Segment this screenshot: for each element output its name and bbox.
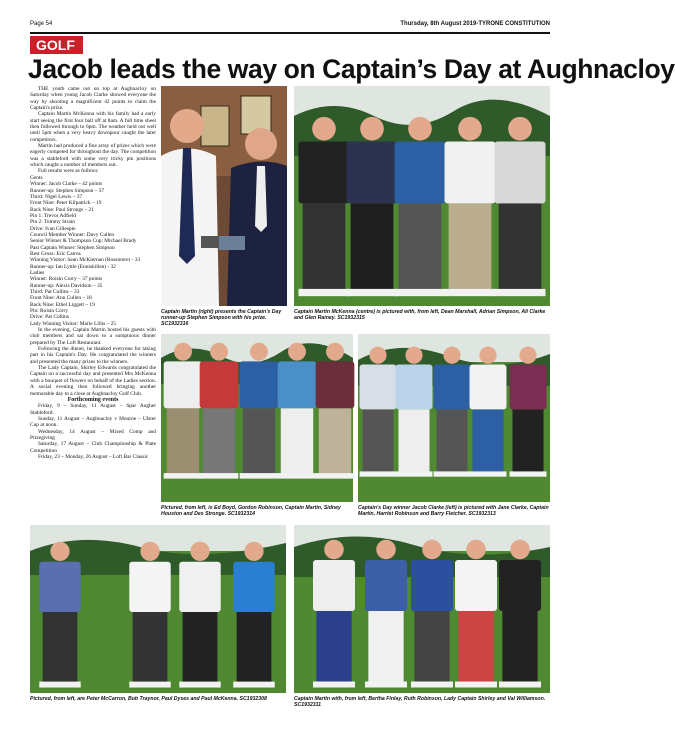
header-rule [30,32,550,34]
person-figure [278,343,317,479]
article-paragraph: Friday, 9 – Sunday, 11 August – Spar Augher Stableford. [30,403,156,416]
article-paragraph: Front Nine: Ann Cullen – 18 [30,295,92,302]
caption-group-ladies: Captain Martin with, from left, Bertha Finlay, Ruth Robinson, Lady Captain Shirley and Val Williamson. SC1932311 [294,696,546,708]
article-paragraph: Martin had produced a fine array of prizes which were eagerly competed for throughout the day. The competition was a stableford with some very tricky pin positions which caught a number of members out. [30,143,156,169]
article-paragraph: Friday, 23 – Monday, 26 August – Loft Bar Classic [38,453,149,460]
article-paragraph: Best Gross: Eric Cairns [30,250,81,257]
article-paragraph: Ladies [30,269,45,276]
article-paragraph: Back Nine: Ethel Liggett – 19 [30,301,95,308]
article-paragraph: Wednesday, 14 August – Mixed Comp and Prizegiving [30,428,156,441]
photo-presentation [161,86,287,306]
caption-group-jacob-clarke: Captain's Day winner Jacob Clarke (left) is pictured with Jane Clarke, Captain Martin, Harriet Robinson and Barry Fletcher. SC1932313 [358,505,549,517]
caption-group-five-men: Captain Martin McKenna (centre) is pictured with, from left, Dean Marshall, Adrian Simpson, Ali Clarke and Glen Rainey. SC1932315 [294,309,546,321]
article-paragraph: THE youth came out on top at Aughnacloy on Saturday when young Jacob Clarke showed everyone the way by shooting a magnificent 42 points to claim the Captain's prize. [30,86,156,112]
article-paragraph: Past Captain Winner: Stephen Simpson [30,244,115,251]
person-figure [179,542,220,688]
caption-presentation: Captain Martin (right) presents the Captain's Day runner-up Stephen Simpson with his prize. SC1932316 [161,309,282,327]
article-paragraph: Lady Winning Visitor: Marie Lillis – 25 [30,320,117,327]
article-paragraph: Winner: Roisin Corry – 37 points [30,276,103,283]
person-figure [411,540,453,688]
person-figure [510,347,547,477]
article-paragraph: The Lady Captain, Shirley Edwards congratulated the Captain on a successful day and presented Mrs McKenna with a bouquet of flowers on behalf of the Ladies section. A social evening then followed bringing another memorable day to a close at Aughnacloy Golf Club. [30,365,156,397]
person-figure [164,343,203,479]
article-paragraph: Forthcoming events [67,396,119,403]
article-paragraph: Pin 2: Tommy Strain [30,219,75,226]
person-figure [313,540,355,688]
photo-group-ed-boyd [161,334,353,502]
person-figure [499,540,541,688]
photo-group-jacob-clarke [358,334,550,502]
article-paragraph: Pin 1: Trevor Adfield [30,212,76,219]
article-body [30,86,156,460]
article-paragraph: Full results were as follows: [38,168,99,175]
person-figure [240,343,279,479]
article-paragraph: Gents [30,174,43,181]
headline: Jacob leads the way on Captain’s Day at Aughnacloy [28,54,675,84]
person-figure [495,117,546,296]
caption-group-four-men-trolleys: Pictured, from left, are Peter McCarron, Bob Traynor, Paul Dyses and Paul McKenna. SC1932308 [30,696,267,702]
paper-date: Thursday, 8th August 2019-TYRONE CONSTITUTION [400,21,550,27]
article-paragraph: Winning Visitor: Sean McKiernan (Rossmore) - 33 [30,257,141,264]
caption-group-ed-boyd: Pictured, from left, is Ed Boyd, Gordon Robinson, Captain Martin, Sidney Houston and Des Stronge. SC1932314 [161,505,341,517]
person-figure [434,347,471,477]
article-paragraph: Third: Nigel Lewis – 37 [30,193,83,200]
page-number: Page 54 [30,21,53,27]
article-paragraph: In the evening, Captain Martin hosted his guests with club members and sat down to a sumptuous dinner prepared by The Loft Restaurant. [30,327,156,346]
photo-group-ladies [294,525,550,693]
article-paragraph: Following the dinner, he thanked everyone for taking part in his Captain's Day. He congratulated the winners and presented the many prizes to the winners. [30,346,156,365]
article-paragraph: Senior Winner & Thompson Cup: Michael Brady [30,238,137,245]
article-paragraph: Runner-up: Ian Lyttle (Enniskillen) - 32 [30,263,116,270]
person-figure [396,347,433,477]
person-figure [316,343,355,479]
article-paragraph: Runner-up: Stephen Simpson – 37 [30,187,105,194]
photo-group-four-men-trolleys [30,525,286,693]
article-paragraph: Sunday, 11 August – Aughnacloy v Mourne – Ulster Cup at noon. [30,415,156,429]
person-figure [445,117,496,296]
person-figure [347,117,398,296]
person-figure [365,540,407,688]
person-figure [455,540,497,688]
article-paragraph: Captain Martin McKenna with his family had a early start seeing the first four ball off at 8am. A full time sheet then followed through to 6pm. The weather held out well until 5pm when a very heavy downpour caught the later competitors. [30,111,156,143]
article-paragraph: Third: Pat Collins – 33 [30,289,80,295]
article-paragraph: Council Member Winner: Davy Cullen [30,231,115,238]
article-paragraph: Runner-up: Alexis Davidson – 35 [30,282,103,289]
person-figure [200,343,239,479]
person-figure [233,542,274,688]
article-paragraph: Saturday, 17 August – Club Championship & Plate Competition [30,441,156,454]
section-tag: GOLF [30,36,83,54]
article-paragraph: Drive: Ivan Gillespie [30,225,76,232]
person-figure [299,117,350,296]
person-figure [129,542,170,688]
person-figure [360,347,397,477]
article-paragraph: Drive: Pat Collins [30,314,69,321]
person-figure [470,347,507,477]
person-figure [395,117,446,296]
article-paragraph: Winner: Jacob Clarke – 42 points [30,181,103,188]
article-paragraph: Back Nine: Paul Strongs – 21 [30,206,94,213]
article-paragraph: Pin: Roisin Corry [30,308,69,315]
person-figure [39,542,80,688]
article-paragraph: Front Nine: Peter Kilpatrick – 19 [30,200,102,207]
photo-group-five-men [294,86,550,306]
